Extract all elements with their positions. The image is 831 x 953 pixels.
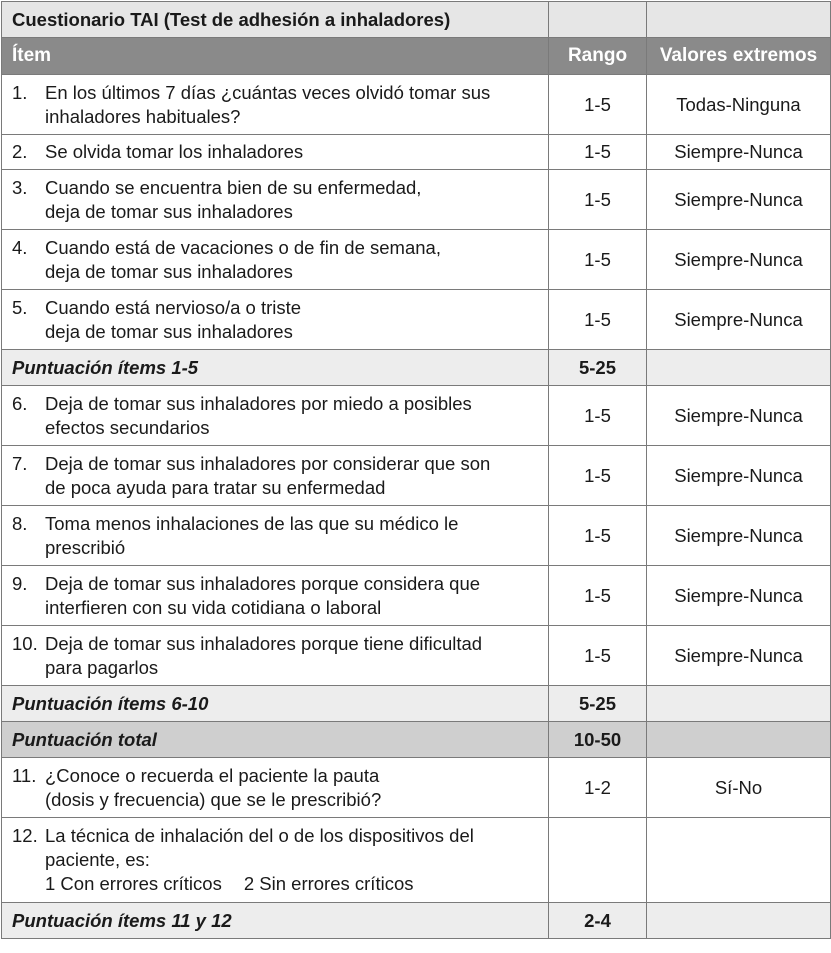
- table-title: Cuestionario TAI (Test de adhesión a inhaladores): [2, 2, 549, 38]
- item-option: 1 Con errores críticos: [45, 873, 222, 894]
- table-row: [2, 758, 831, 818]
- subtotal-row: [2, 350, 831, 386]
- header-extremes: Valores extremos: [647, 38, 831, 75]
- table-row: [2, 75, 831, 135]
- table-row: [2, 290, 831, 350]
- item-text: Cuando está nervioso/a o triste: [45, 296, 302, 318]
- item-text: Deja de tomar sus inhaladores porque considera que: [45, 572, 481, 594]
- table-row: [2, 818, 831, 903]
- item-extremes: Siempre-Nunca: [647, 290, 831, 350]
- item-extremes: Siempre-Nunca: [647, 506, 831, 566]
- table-row: [2, 626, 831, 686]
- table-row: [2, 386, 831, 446]
- item-range: 1-5: [549, 170, 647, 230]
- item-text: Deja de tomar sus inhaladores porque tiene dificultad: [45, 632, 483, 654]
- item-text: La técnica de inhalación del o de los dispositivos del: [45, 825, 474, 846]
- item-number: 9.: [12, 572, 28, 594]
- item-number: 3.: [12, 176, 28, 198]
- item-range: 1-5: [549, 75, 647, 135]
- item-range: 1-5: [549, 506, 647, 566]
- tai-table: [1, 1, 831, 939]
- subtotal-range: 5-25: [549, 686, 647, 722]
- item-range: 1-2: [549, 758, 647, 818]
- subtotal-range: 2-4: [549, 903, 647, 939]
- item-text: Deja de tomar sus inhaladores por miedo a posibles: [45, 392, 472, 414]
- item-text: interfieren con su vida cotidiana o laboral: [45, 596, 382, 618]
- item-number: 1.: [12, 81, 28, 103]
- item-extremes: Siempre-Nunca: [647, 135, 831, 170]
- item-number: 5.: [12, 296, 28, 318]
- item-text: ¿Conoce o recuerda el paciente la pauta: [45, 764, 380, 786]
- item-text: deja de tomar sus inhaladores: [45, 200, 293, 222]
- item-extremes: Todas-Ninguna: [647, 75, 831, 135]
- item-range: 1-5: [549, 230, 647, 290]
- item-number: 11.: [12, 764, 37, 786]
- item-extremes: Siempre-Nunca: [647, 230, 831, 290]
- item-number: 2.: [12, 141, 28, 162]
- table-row: [2, 446, 831, 506]
- subtotal-range: 5-25: [549, 350, 647, 386]
- table-row: [2, 230, 831, 290]
- item-text: deja de tomar sus inhaladores: [45, 320, 293, 342]
- item-extremes: Siempre-Nunca: [647, 170, 831, 230]
- item-extremes: Sí-No: [647, 758, 831, 818]
- item-number: 10.: [12, 632, 38, 654]
- item-text: para pagarlos: [45, 656, 159, 678]
- total-row: [2, 722, 831, 758]
- item-range: 1-5: [549, 626, 647, 686]
- item-number: 12.: [12, 825, 38, 846]
- item-extremes: Siempre-Nunca: [647, 446, 831, 506]
- subtotal-label: Puntuación ítems 11 y 12: [2, 903, 549, 939]
- item-range: 1-5: [549, 290, 647, 350]
- item-number: 8.: [12, 512, 28, 534]
- item-extremes: [647, 818, 831, 903]
- header-range: Rango: [549, 38, 647, 75]
- item-extremes: Siempre-Nunca: [647, 626, 831, 686]
- total-label: Puntuación total: [2, 722, 549, 758]
- table-row: [2, 170, 831, 230]
- item-text: deja de tomar sus inhaladores: [45, 260, 293, 282]
- item-text: En los últimos 7 días ¿cuántas veces olvidó tomar sus: [45, 81, 491, 103]
- title-row: [2, 2, 831, 38]
- item-extremes: Siempre-Nunca: [647, 386, 831, 446]
- item-number: 6.: [12, 392, 28, 414]
- subtotal-row: [2, 903, 831, 939]
- item-text: Cuando se encuentra bien de su enfermedad,: [45, 176, 422, 198]
- item-text: Deja de tomar sus inhaladores por considerar que son: [45, 452, 491, 474]
- item-text: efectos secundarios: [45, 416, 210, 438]
- item-text: Toma menos inhalaciones de las que su médico le: [45, 512, 459, 534]
- item-range: 1-5: [549, 566, 647, 626]
- item-option: 2 Sin errores críticos: [243, 873, 414, 894]
- subtotal-label: Puntuación ítems 6-10: [2, 686, 549, 722]
- item-text: prescribió: [45, 536, 126, 558]
- subtotal-label: Puntuación ítems 1-5: [2, 350, 549, 386]
- header-item: Ítem: [2, 38, 549, 75]
- table-row: [2, 566, 831, 626]
- item-text: de poca ayuda para tratar su enfermedad: [45, 476, 386, 498]
- item-range: [549, 818, 647, 903]
- item-text: Cuando está de vacaciones o de fin de semana,: [45, 236, 441, 258]
- item-range: 1-5: [549, 386, 647, 446]
- item-text: inhaladores habituales?: [45, 105, 241, 127]
- item-range: 1-5: [549, 446, 647, 506]
- table-row: [2, 135, 831, 170]
- item-extremes: Siempre-Nunca: [647, 566, 831, 626]
- total-range: 10-50: [549, 722, 647, 758]
- header-row: [2, 38, 831, 75]
- item-range: 1-5: [549, 135, 647, 170]
- item-number: 7.: [12, 452, 28, 474]
- subtotal-row: [2, 686, 831, 722]
- item-text: paciente, es:: [45, 849, 150, 870]
- table-row: [2, 506, 831, 566]
- item-number: 4.: [12, 236, 28, 258]
- item-text: (dosis y frecuencia) que se le prescribió?: [45, 788, 382, 810]
- item-text: Se olvida tomar los inhaladores: [45, 141, 304, 162]
